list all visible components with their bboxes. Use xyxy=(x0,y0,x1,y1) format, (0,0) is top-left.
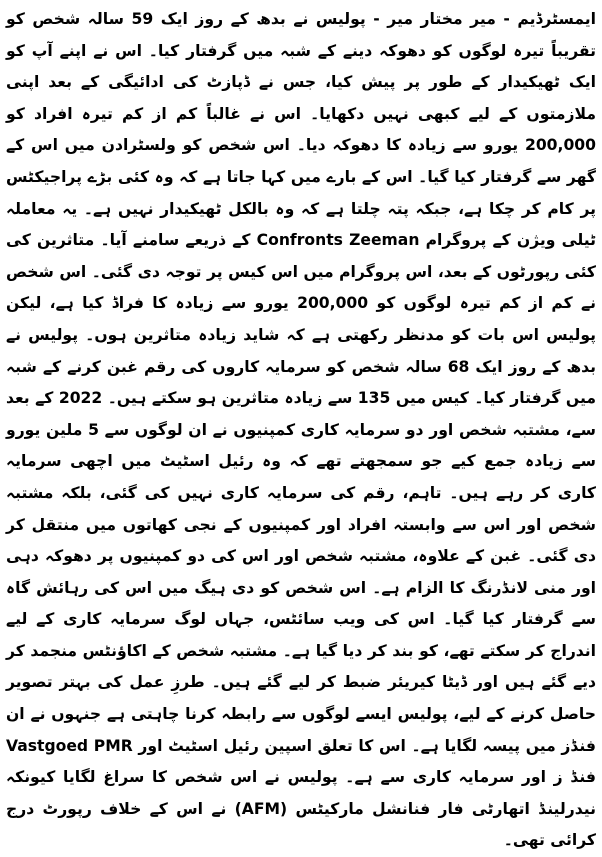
article-paragraph: ایمسٹرڈیم - میر مختار میر - پولیس نے بدھ کے روز ایک 59 سالہ شخص کو تقریباً تیرہ لوگوں کو دھوکہ دینے کے شبہ میں گرفتار کیا۔ اس نے اپنے آپ کو ایک ٹھیکیدار کے طور پر پیش کیا، جس نے ڈپازٹ کی ادائیگی کے بعد اپنی ملازمتوں کے لیے کبھی نہیں دکھایا۔ اس نے غالباً کم از کم تیرہ افراد کو 200,000 یورو سے زیادہ کا دھوکہ دیا۔ اس شخص کو ولسٹرادن میں اس کے گھر سے گرفتار کیا گیا۔ اس کے بارے میں کہا جاتا ہے کہ وہ کئی بڑے پراجیکٹس پر کام کر چکا ہے، جبکہ پتہ چلتا ہے کہ وہ بالکل ٹھیکیدار نہیں ہے۔ یہ معاملہ ٹیلی ویژن کے پروگرام Confronts Zeeman کے ذریعے سامنے آیا۔ متاثرین کی کئی رپورٹوں کے بعد، اس پروگرام میں اس کیس پر توجہ دی گئی۔ اس شخص نے کم از کم تیرہ لوگوں کو 200,000 یورو سے زیادہ کا فراڈ کیا ہے، لیکن پولیس اس بات کو مدنظر رکھتی ہے کہ شاید زیادہ متاثرین ہوں۔ پولیس نے بدھ کے روز ایک 68 سالہ شخص کو سرمایہ کاروں کی رقم غبن کرنے کے شبہ میں گرفتار کیا۔ کیس میں 135 سے زیادہ متاثرین ہو سکتے ہیں۔ 2022 کے بعد سے، مشتبہ شخص اور دو سرمایہ کاری کمپنیوں نے ان لوگوں سے 5 ملین یورو سے زیادہ جمع کیے جو سمجھتے تھے کہ وہ رئیل اسٹیٹ میں اچھی سرمایہ کاری کر رہے ہیں۔ تاہم، رقم کی سرمایہ کاری نہیں کی گئی، بلکہ مشتبہ شخص اور اس سے وابستہ افراد اور کمپنیوں کے نجی کھاتوں میں منتقل کر دی گئی۔ غبن کے علاوہ، مشتبہ شخص اور اس کی دو کمپنیوں پر دھوکہ دہی اور منی لانڈرنگ کا الزام ہے۔ اس شخص کو دی ہیگ میں اس کی رہائش گاہ سے گرفتار کیا گیا۔ اس کی ویب سائٹس، جہاں لوگ سرمایہ کاری کے لیے اندراج کر سکتے تھے، کو بند کر دیا گیا ہے۔ مشتبہ شخص کے اکاؤنٹس منجمد کر دیے گئے ہیں اور ڈیٹا کیریئر ضبط کر لیے گئے ہیں۔ طرزِ عمل کی بہتر تصویر حاصل کرنے کے لیے، پولیس ایسے لوگوں سے رابطہ کرنا چاہتی ہے جنہوں نے ان فنڈز میں پیسہ لگایا ہے۔ اس کا تعلق اسپین رئیل اسٹیٹ اور Vastgoed PMR فنڈ ز اور سرمایہ کاری سے ہے۔ پولیس نے اس شخص کا سراغ لگایا کیونکہ نیدرلینڈ اتھارٹی فار فنانشل مارکیٹس (AFM) نے اس کے خلاف رپورٹ درج کرائی تھی۔ xyxy=(6,10,597,850)
news-article xyxy=(6,4,596,857)
